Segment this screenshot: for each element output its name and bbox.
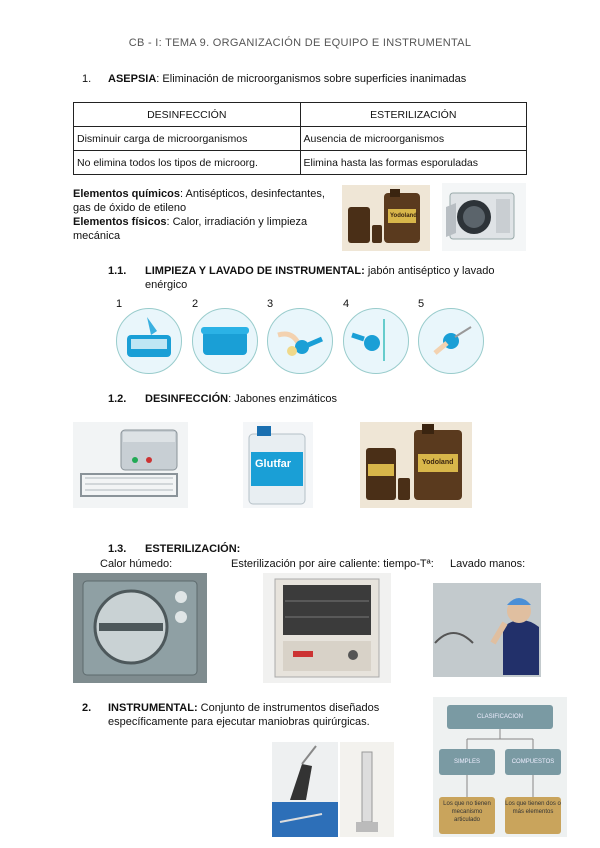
section1-number: 1.: [82, 73, 92, 85]
s11-desc-2: enérgico: [145, 279, 188, 291]
rinse-icon: [344, 309, 408, 373]
table-header: ESTERILIZACIÓN: [300, 103, 527, 127]
cleaning-step-2-image: [192, 308, 258, 374]
section1-heading: [108, 72, 466, 86]
section2-number: 2.: [82, 702, 92, 714]
dry-instrument-icon: [419, 309, 483, 373]
s11-number: 1.1.: [108, 265, 127, 277]
cleaning-step-3-image: [267, 308, 333, 374]
autoclave-door-photo: [73, 573, 207, 683]
chem-text: : Antisépticos, desinfectantes,: [179, 188, 325, 200]
table-cell: Elimina hasta las formas esporuladas: [300, 151, 527, 175]
oven-illustration: [263, 573, 391, 683]
section1-desc: : Eliminación de microorganismos sobre superficies inanimadas: [156, 73, 467, 85]
cleaning-step-4-image: [343, 308, 409, 374]
bottles-illustration: [360, 422, 472, 508]
s13-title: ESTERILIZACIÓN:: [145, 543, 241, 555]
step-number: 5: [418, 298, 425, 310]
section2-desc: Conjunto de instrumentos diseñados: [197, 702, 380, 714]
classification-diagram: [433, 697, 567, 837]
s11-desc: jabón antiséptico y lavado: [364, 265, 495, 277]
handwashing-photo: [433, 583, 541, 677]
section2-heading: [108, 701, 408, 729]
table-row: [74, 151, 527, 175]
closed-tray-icon: [193, 309, 257, 373]
caption-dry-heat: Esterilización por aire caliente: tiempo-Tª:: [231, 558, 434, 570]
step-number: 2: [192, 298, 199, 310]
s12-desc: : Jabones enzimáticos: [228, 393, 337, 405]
table-cell: No elimina todos los tipos de microorg.: [74, 151, 301, 175]
phys-text-2: mecánica: [73, 230, 121, 242]
table-header: DESINFECCIÓN: [74, 103, 301, 127]
bottle-label: Yodoland: [390, 213, 417, 219]
section1-title: ASEPSIA: [108, 73, 157, 85]
chem-text-2: gas de óxido de etileno: [73, 202, 187, 214]
cleaning-step-1-image: [116, 308, 182, 374]
phys-text: : Calor, irradiación y limpieza: [166, 216, 308, 228]
dry-heat-oven-photo: [263, 573, 391, 683]
s12-title: DESINFECCIÓN: [145, 393, 229, 405]
section2-desc-2: específicamente para ejecutar maniobras quirúrgicas.: [108, 716, 370, 728]
hands-scrub-icon: [268, 309, 332, 373]
diagram-simple-node: SIMPLES: [439, 749, 495, 775]
glutfar-container-photo: [243, 422, 313, 508]
s13-number: 1.3.: [108, 543, 127, 555]
cleaning-step-5-image: [418, 308, 484, 374]
autoclave-door-illustration: [73, 573, 207, 683]
step-number: 3: [267, 298, 274, 310]
autoclave-photo: [442, 183, 526, 251]
caption-moist-heat: Calor húmedo:: [100, 558, 173, 570]
diagram-compound-leaf: Los que tienen dos o más elementos: [505, 797, 561, 834]
chem-label: Elementos químicos: [73, 188, 180, 200]
diagram-simple-leaf: Los que no tienen mecanismo articulado: [439, 797, 495, 834]
table-row: [74, 127, 527, 151]
disinfectant-bottles-photo: [360, 422, 472, 508]
s12-number: 1.2.: [108, 393, 127, 405]
caption-handwash: Lavado manos:: [450, 558, 526, 570]
tray-soak-icon: [117, 309, 181, 373]
s12-heading: [145, 392, 337, 406]
instruments-illustration: [272, 742, 394, 837]
elements-text: [73, 187, 333, 243]
section2-title: INSTRUMENTAL:: [108, 702, 198, 714]
ultrasonic-cleaner-illustration: [73, 422, 188, 508]
comparison-table: [73, 102, 527, 175]
diagram-root-node: CLASIFICACION: [447, 705, 553, 729]
step-number: 1: [116, 298, 123, 310]
glutfar-label: Glutfar: [255, 458, 292, 470]
page-header: CB - I: TEMA 9. ORGANIZACIÓN DE EQUIPO E INSTRUMENTAL: [128, 37, 472, 49]
table-cell: Ausencia de microorganismos: [300, 127, 527, 151]
step-number: 4: [343, 298, 350, 310]
surgical-instruments-photo: [272, 742, 394, 837]
surgeon-handwash-illustration: [433, 583, 541, 677]
s11-title: LIMPIEZA Y LAVADO DE INSTRUMENTAL:: [145, 265, 365, 277]
s11-heading: [145, 264, 505, 292]
antiseptic-bottles-photo: [342, 185, 430, 251]
table-cell: Disminuir carga de microorganismos: [74, 127, 301, 151]
diagram-compound-node: COMPUESTOS: [505, 749, 561, 775]
phys-label: Elementos físicos: [73, 216, 167, 228]
bottle-label: Yodoland: [422, 459, 454, 466]
autoclave-illustration: [442, 183, 526, 251]
ultrasonic-cleaner-photo: [73, 422, 188, 508]
